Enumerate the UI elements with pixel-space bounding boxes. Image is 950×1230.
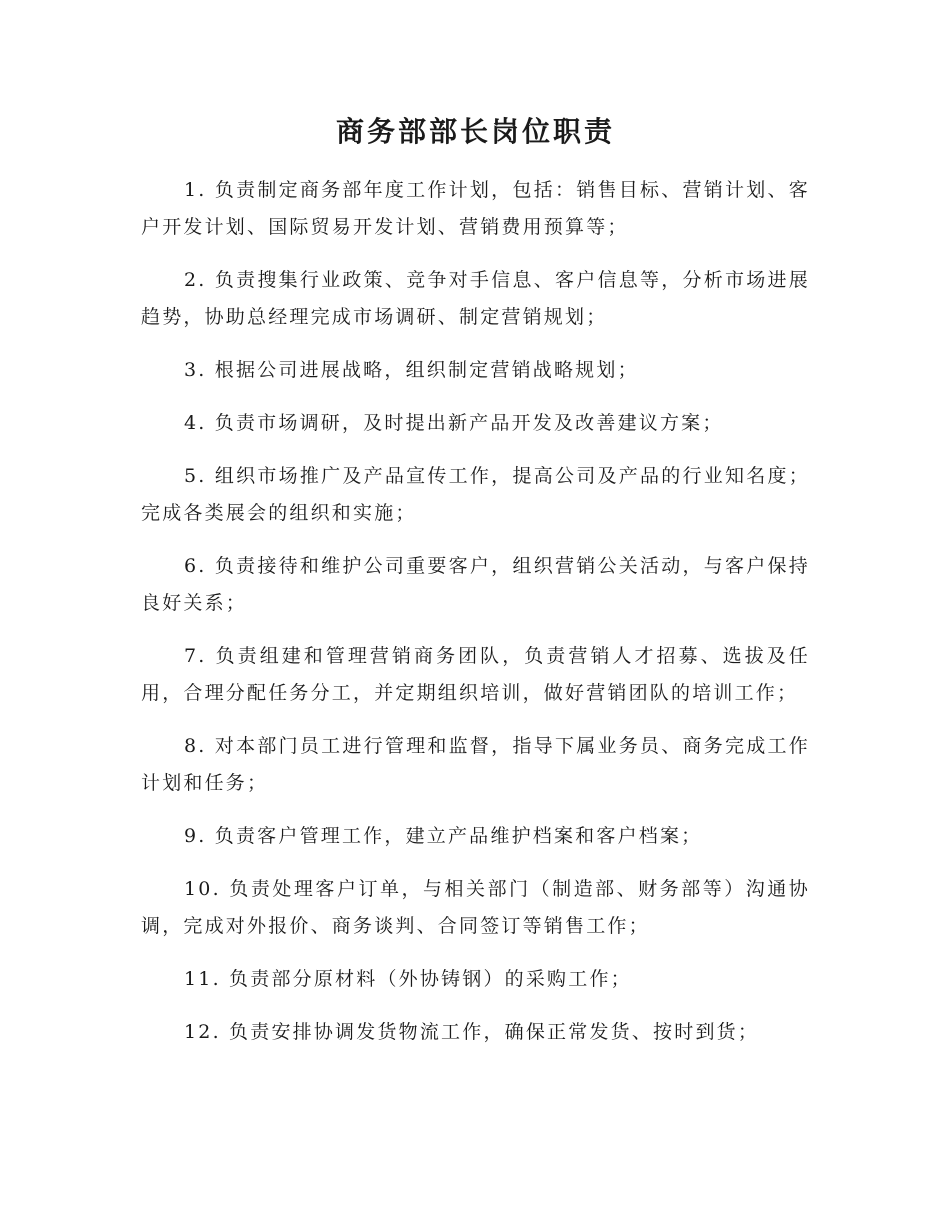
duty-item-10: 10. 负责处理客户订单，与相关部门（制造部、财务部等）沟通协调，完成对外报价、商务谈判、合同签订等销售工作； bbox=[141, 878, 810, 937]
page-title: 商务部部长岗位职责 bbox=[335, 115, 615, 148]
duty-item-9: 9. 负责客户管理工作，建立产品维护档案和客户档案； bbox=[184, 825, 703, 847]
duty-item-3: 3. 根据公司进展战略，组织制定营销战略规划； bbox=[184, 359, 639, 381]
duty-item-11: 11. 负责部分原材料（外协铸钢）的采购工作； bbox=[184, 968, 632, 990]
duty-item-12: 12. 负责安排协调发货物流工作，确保正常发货、按时到货； bbox=[184, 1021, 760, 1043]
duty-item-2: 2. 负责搜集行业政策、竞争对手信息、客户信息等，分析市场进展趋势，协助总经理完成市场调研、制定营销规划； bbox=[141, 269, 810, 328]
duty-item-1: 1. 负责制定商务部年度工作计划，包括：销售目标、营销计划、客户开发计划、国际贸易开发计划、营销费用预算等； bbox=[141, 179, 810, 238]
duty-item-6: 6. 负责接待和维护公司重要客户，组织营销公关活动，与客户保持良好关系； bbox=[141, 555, 810, 614]
duty-item-5: 5. 组织市场推广及产品宣传工作，提高公司及产品的行业知名度；完成各类展会的组织和实施； bbox=[141, 465, 810, 524]
duty-item-7: 7. 负责组建和管理营销商务团队，负责营销人才招募、选拔及任用，合理分配任务分工，并定期组织培训，做好营销团队的培训工作； bbox=[141, 645, 810, 704]
duty-item-4: 4. 负责市场调研，及时提出新产品开发及改善建议方案； bbox=[184, 412, 724, 434]
duty-item-8: 8. 对本部门员工进行管理和监督，指导下属业务员、商务完成工作计划和任务； bbox=[141, 735, 810, 794]
